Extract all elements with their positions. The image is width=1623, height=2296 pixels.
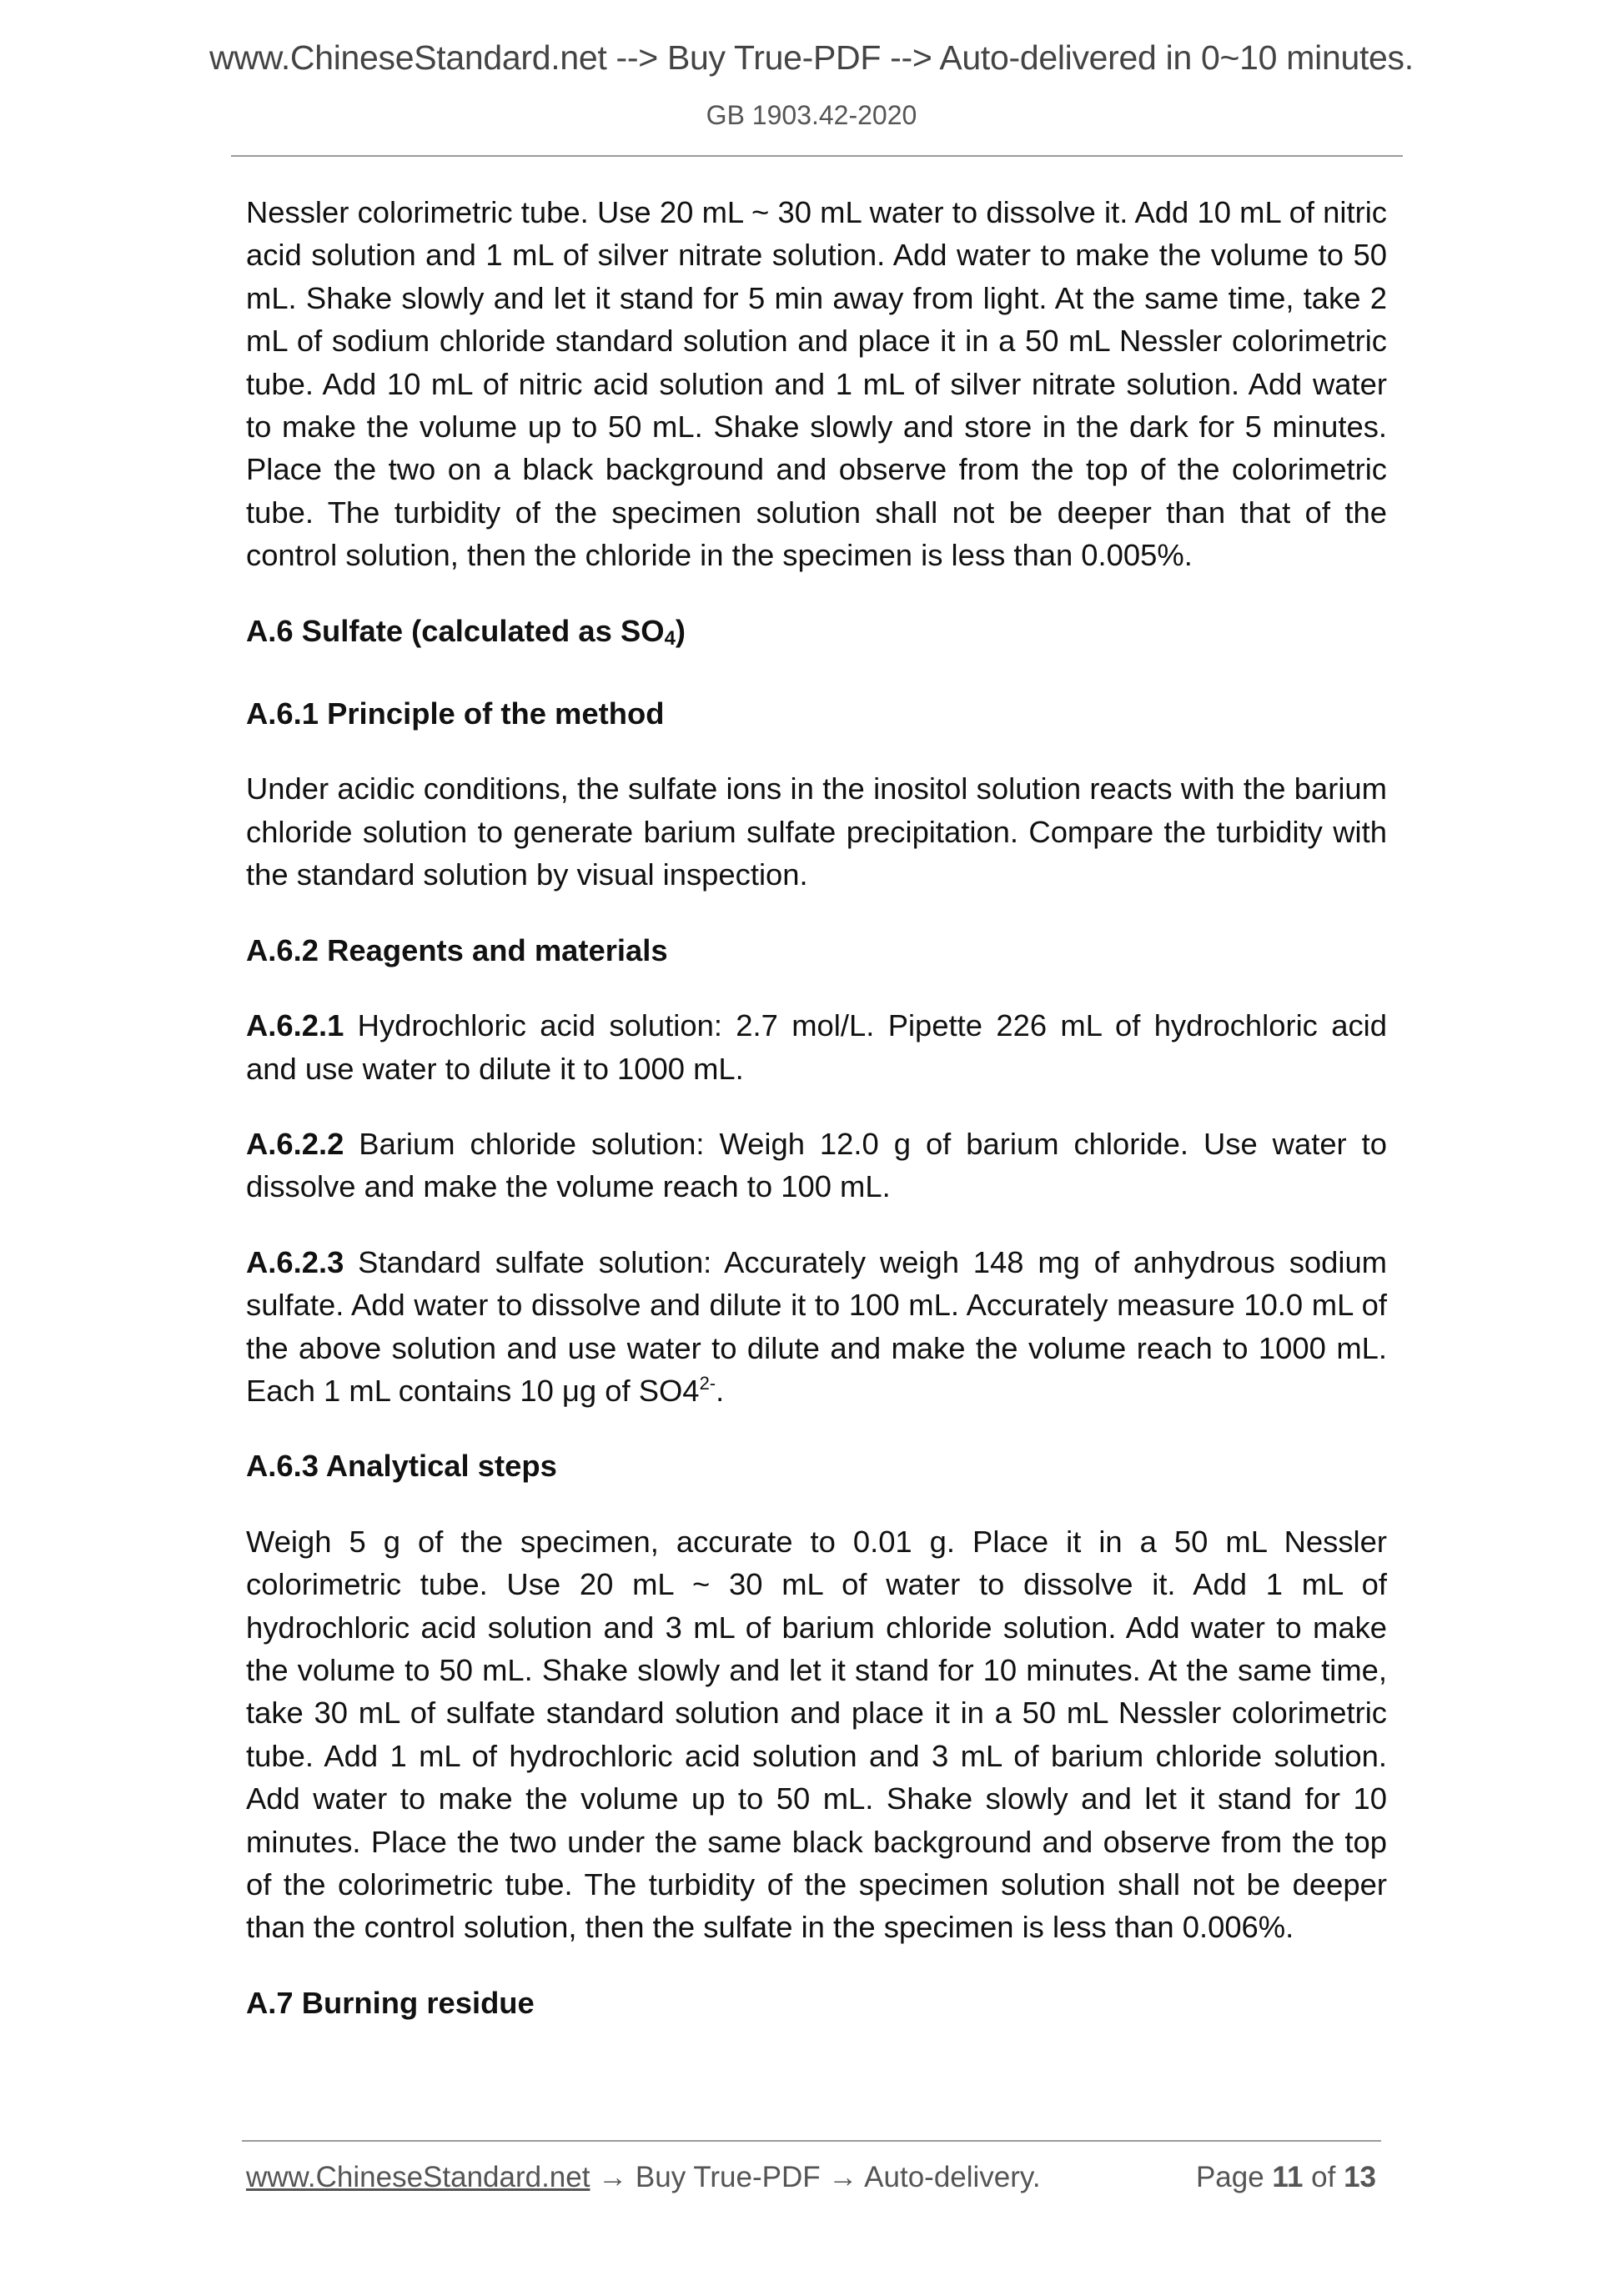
paragraph-a6-2-2: A.6.2.2 Barium chloride solution: Weigh 12.0 g of barium chloride. Use water to dissolve and make the volume reach to 100 mL. [246, 1126, 1387, 1204]
header-divider [231, 155, 1403, 157]
heading-a6-1: A.6.1 Principle of the method [246, 696, 665, 731]
paragraph-analytical-steps: Weigh 5 g of the specimen, accurate to 0.01 g. Place it in a 50 mL Nessler colorimetric tube. Use 20 mL ~ 30 mL of water to dissolve it. Add 1 mL of hydrochloric acid solution and 3 mL of barium chloride solution. Add water to make the volume to 50 mL. Shake slowly and let it stand for 10 minutes. At the same time, take 30 mL of sulfate standard solution and place it in a 50 mL Nessler colorimetric tube. Add 1 mL of hydrochloric acid solution and 3 mL of barium chloride solution. Add water to make the volume up to 50 mL. Shake slowly and let it stand for 10 minutes. Place the two under the same black background and observe from the top of the colorimetric tube. The turbidity of the specimen solution shall not be deeper than the control solution, then the sulfate in the specimen is less than 0.006%. [246, 1524, 1387, 1945]
document-body [246, 191, 1387, 2024]
heading-a6: A.6 Sulfate (calculated as SO4) [246, 613, 686, 650]
heading-a6-3: A.6.3 Analytical steps [246, 1449, 557, 1484]
paragraph-principle: Under acidic conditions, the sulfate ions in the inositol solution reacts with the barium chloride solution to generate barium sulfate precipitation. Compare the turbidity with the standard solution by visual inspection. [246, 771, 1387, 892]
header-banner: www.ChineseStandard.net --> Buy True-PDF --> Auto-delivered in 0~10 minutes. [209, 38, 1414, 77]
paragraph-a6-2-1: A.6.2.1 Hydrochloric acid solution: 2.7 mol/L. Pipette 226 mL of hydrochloric acid and use water to dilute it to 1000 mL. [246, 1008, 1387, 1086]
page-indicator: Page 11 of 13 [1195, 2161, 1376, 2193]
paragraph-a6-2-3: A.6.2.3 Standard sulfate solution: Accurately weigh 148 mg of anhydrous sodium sulfate. Add water to dissolve and dilute it to 100 mL. Accurately measure 10.0 mL of the above solution and use water to dilute and make the volume reach to 1000 mL. Each 1 mL contains 10 μg of $SO4^{2-}$. [246, 1244, 1387, 1408]
footer-promo: www.ChineseStandard.net → Buy True-PDF → Auto-delivery. [246, 2161, 1041, 2193]
heading-a7: A.7 Burning residue [246, 1985, 535, 2020]
footer-site-link[interactable]: www.ChineseStandard.net [246, 2161, 590, 2193]
heading-a6-2: A.6.2 Reagents and materials [246, 932, 668, 967]
paragraph-chloride-procedure: Nessler colorimetric tube. Use 20 mL ~ 30 mL water to dissolve it. Add 10 mL of nitric acid solution and 1 mL of silver nitrate solution. Add water to make the volume to 50 mL. Shake slowly and let it stand for 5 min away from light. At the same time, take 2 mL of sodium chloride standard solution and place it in a 50 mL Nessler colorimetric tube. Add 10 mL of nitric acid solution and 1 mL of silver nitrate solution. Add water to make the volume up to 50 mL. Shake slowly and store in the dark for 5 minutes. Place the two on a black background and observe from the top of the colorimetric tube. The turbidity of the specimen solution shall not be deeper than that of the control solution, then the chloride in the specimen is less than 0.005%. [246, 195, 1387, 573]
footer-divider [242, 2140, 1381, 2142]
document-id: GB 1903.42-2020 [706, 100, 917, 130]
page-footer [246, 2161, 1376, 2194]
